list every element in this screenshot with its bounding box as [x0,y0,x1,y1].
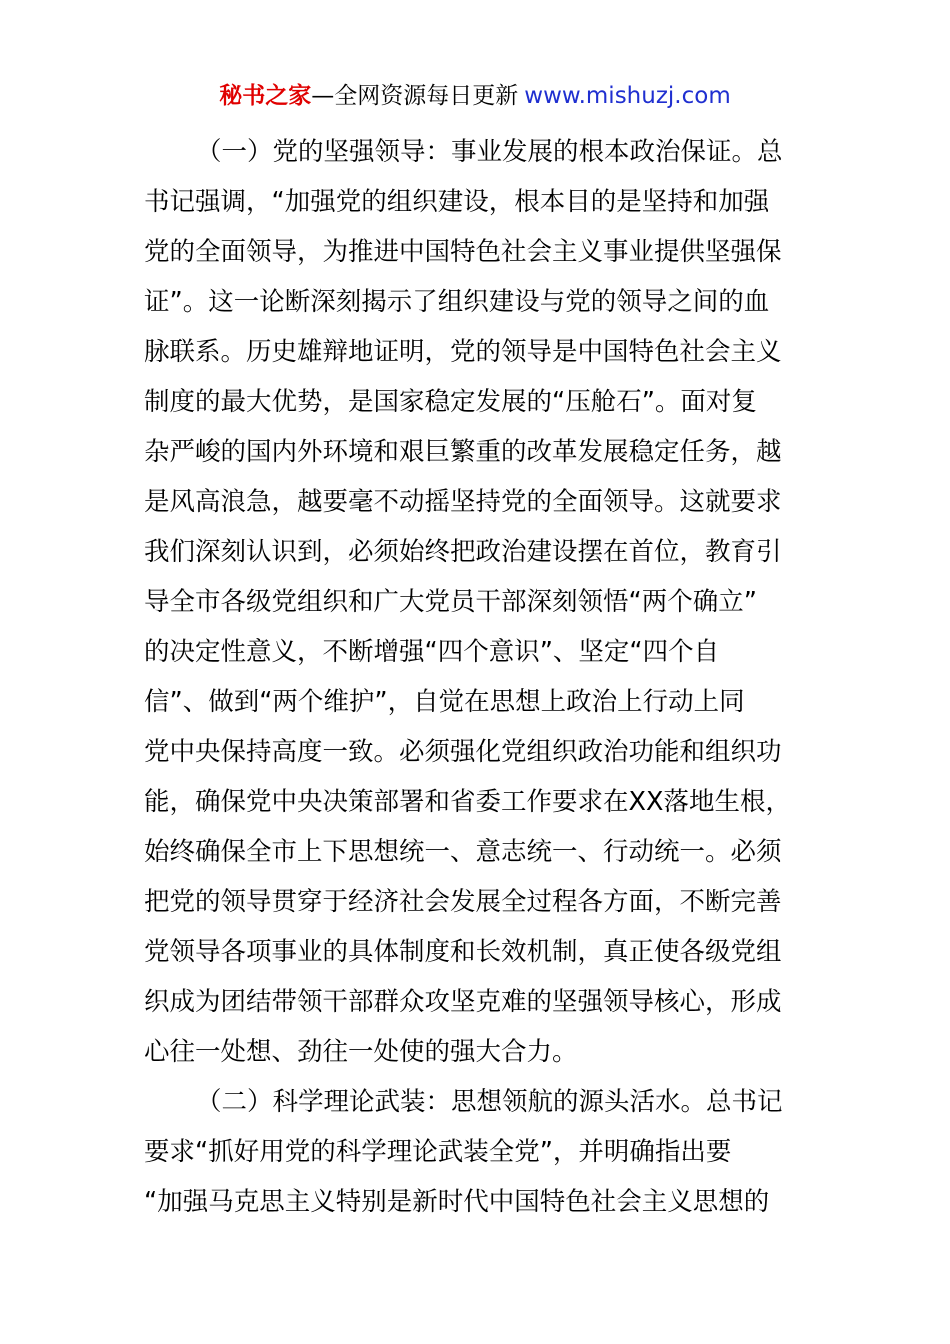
paragraph-1-line-11: 的决定性意义，不断增强“四个意识”、坚定“四个自 [144,637,720,667]
paragraph-1-line-6: 制度的最大优势，是国家稳定发展的“压舱石”。面对复 [144,387,757,417]
paragraph-1-line-10: 导全市各级党组织和广大党员干部深刻领悟“两个确立” [144,587,757,617]
paragraph-1-line-18: 织成为团结带领干部群众攻坚克难的坚强领导核心，形成 [144,987,782,1017]
paragraph-1-line-17: 党领导各项事业的具体制度和长效机制，真正使各级党组 [144,937,782,967]
paragraph-2-line-1: （二）科学理论武装：思想领航的源头活水。总书记 [196,1087,783,1117]
document-body [144,127,806,1227]
paragraph-1-line-8: 是风高浪急，越要毫不动摇坚持党的全面领导。这就要求 [144,487,782,517]
paragraph-1-line-4: 证”。这一论断深刻揭示了组织建设与党的领导之间的血 [144,287,770,317]
paragraph-2-line-3: “加强马克思主义特别是新时代中国特色社会主义思想的 [144,1187,770,1217]
paragraph-1-line-9: 我们深刻认识到，必须始终把政治建设摆在首位，教育引 [144,537,782,567]
paragraph-2-line-2: 要求“抓好用党的科学理论武装全党”，并明确指出要 [144,1137,732,1167]
site-tagline: —全网资源每日更新 [311,83,519,109]
paragraph-1-line-15: 始终确保全市上下思想统一、意志统一、行动统一。必须 [144,837,782,867]
paragraph-1-line-19: 心往一处想、劲往一处使的强大合力。 [144,1037,578,1067]
paragraph-1-line-16: 把党的领导贯穿于经济社会发展全过程各方面，不断完善 [144,887,782,917]
paragraph-1-line-2: 书记强调，“加强党的组织建设，根本目的是坚持和加强 [144,187,770,217]
paragraph-1-line-12: 信”、做到“两个维护”，自觉在思想上政治上行动上同 [144,687,745,717]
paragraph-1-line-14: 能，确保党中央决策部署和省委工作要求在XX落地生根， [144,787,791,817]
paragraph-1-line-3: 党的全面领导，为推进中国特色社会主义事业提供坚强保 [144,237,782,267]
site-brand: 秘书之家 [219,83,312,109]
paragraph-1-line-1: （一）党的坚强领导：事业发展的根本政治保证。总 [196,137,783,167]
paragraph-1-line-13: 党中央保持高度一致。必须强化党组织政治功能和组织功 [144,737,782,767]
site-url-link[interactable]: www.mishuzj.com [524,83,731,109]
paragraph-1-line-5: 脉联系。历史雄辩地证明，党的领导是中国特色社会主义 [144,337,782,367]
paragraph-1-line-7: 杂严峻的国内外环境和艰巨繁重的改革发展稳定任务，越 [144,437,782,467]
page-header [0,80,950,112]
